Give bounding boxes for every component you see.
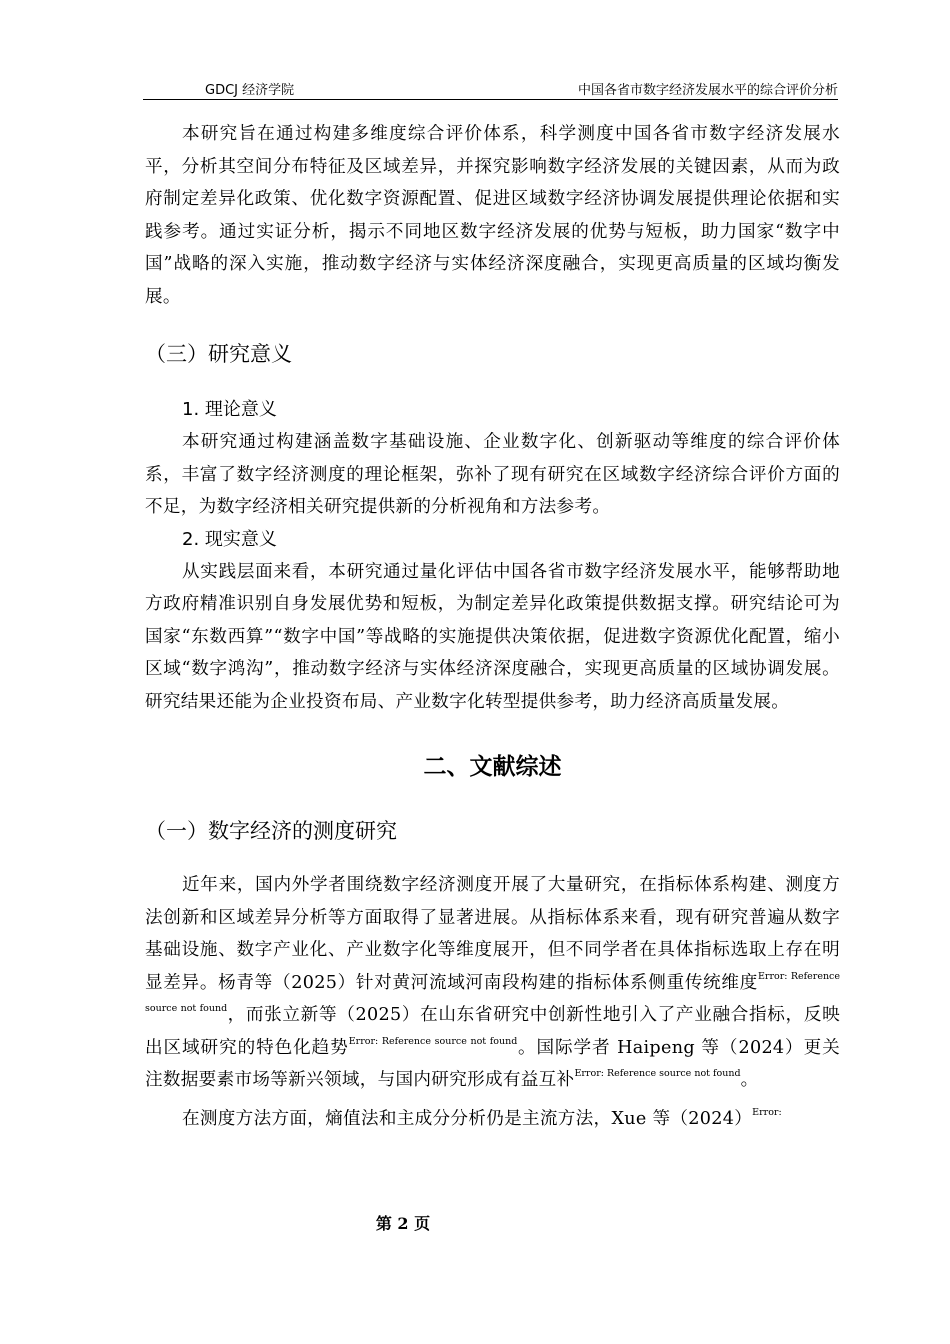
para2-text-1: 在测度方法方面，熵值法和主成分分析仍是主流方法，Xue 等（2024）	[182, 1108, 753, 1129]
page-number: 第 2 页	[375, 1214, 431, 1233]
subheading-practical: 2. 现实意义	[182, 528, 277, 550]
header-right-text: 中国各省市数字经济发展水平的综合评价分析	[577, 83, 838, 98]
para1-text-4: 。	[740, 1070, 759, 1090]
reference-error-2: Error: Reference source not found	[348, 1035, 518, 1047]
literature-paragraph-1	[145, 869, 840, 1097]
body-content	[145, 118, 840, 1135]
theoretical-paragraph: 本研究通过构建涵盖数字基础设施、企业数字化、创新驱动等维度的综合评价体系，丰富了数字经济测度的理论框架，弥补了现有研究在区域数字经济综合评价方面的不足，为数字经济相关研究提供新的分析视角和方法参考。	[145, 432, 840, 517]
practical-paragraph: 从实践层面来看，本研究通过量化评估中国各省市数字经济发展水平，能够帮助地方政府精准识别自身发展优势和短板，为制定差异化政策提供数据支撑。研究结论可为国家“东数西算”“数字中国”等战略的实施提供决策依据，促进数字资源优化配置，缩小区域“数字鸿沟”，推动数字经济与实体经济深度融合，实现更高质量的区域协调发展。研究结果还能为企业投资布局、产业数字化转型提供参考，助力经济高质量发展。	[145, 561, 840, 712]
reference-error-3: Error: Reference source not found	[574, 1068, 741, 1079]
reference-error-4: Error:	[752, 1106, 782, 1118]
header-left-text: GDCJ 经济学院	[205, 83, 295, 98]
para1-text-3: 。国际学者 Haipeng 等（2024）更关注数据要素市场等新兴领域，与国内研究形成有益互补	[145, 1037, 840, 1090]
header-rule	[143, 99, 838, 100]
section-heading-measurement: （一）数字经济的测度研究	[145, 819, 397, 843]
reference-error-1: Error: Reference source not found	[145, 970, 841, 1014]
intro-paragraph: 本研究旨在通过构建多维度综合评价体系，科学测度中国各省市数字经济发展水平，分析其空间分布特征及区域差异，并探究影响数字经济发展的关键因素，从而为政府制定差异化政策、优化数字资源配置、促进区域数字经济协调发展提供理论依据和实践参考。通过实证分析，揭示不同地区数字经济发展的优势与短板，助力国家“数字中国”战略的深入实施，推动数字经济与实体经济深度融合，实现更高质量的区域均衡发展。	[145, 124, 840, 307]
para1-text-2: ，而张立新等（2025）在山东省研究中创新性地引入了产业融合指标，反映出区域研究的特色化趋势	[145, 1005, 840, 1058]
subheading-theoretical: 1. 理论意义	[182, 399, 277, 420]
para1-text-1: 近年来，国内外学者围绕数字经济测度开展了大量研究，在指标体系构建、测度方法创新和区域差异分析等方面取得了显著进展。从指标体系来看，现有研究普遍从数字基础设施、数字产业化、产业数字化等维度展开，但不同学者在具体指标选取上存在明显差异。杨青等（2025）针对黄河流域河南段构建的指标体系侧重传统维度	[145, 875, 840, 993]
literature-paragraph-2	[145, 1103, 840, 1136]
section-heading-significance: （三）研究意义	[145, 342, 292, 366]
chapter-heading-literature: 二、文献综述	[423, 754, 562, 780]
